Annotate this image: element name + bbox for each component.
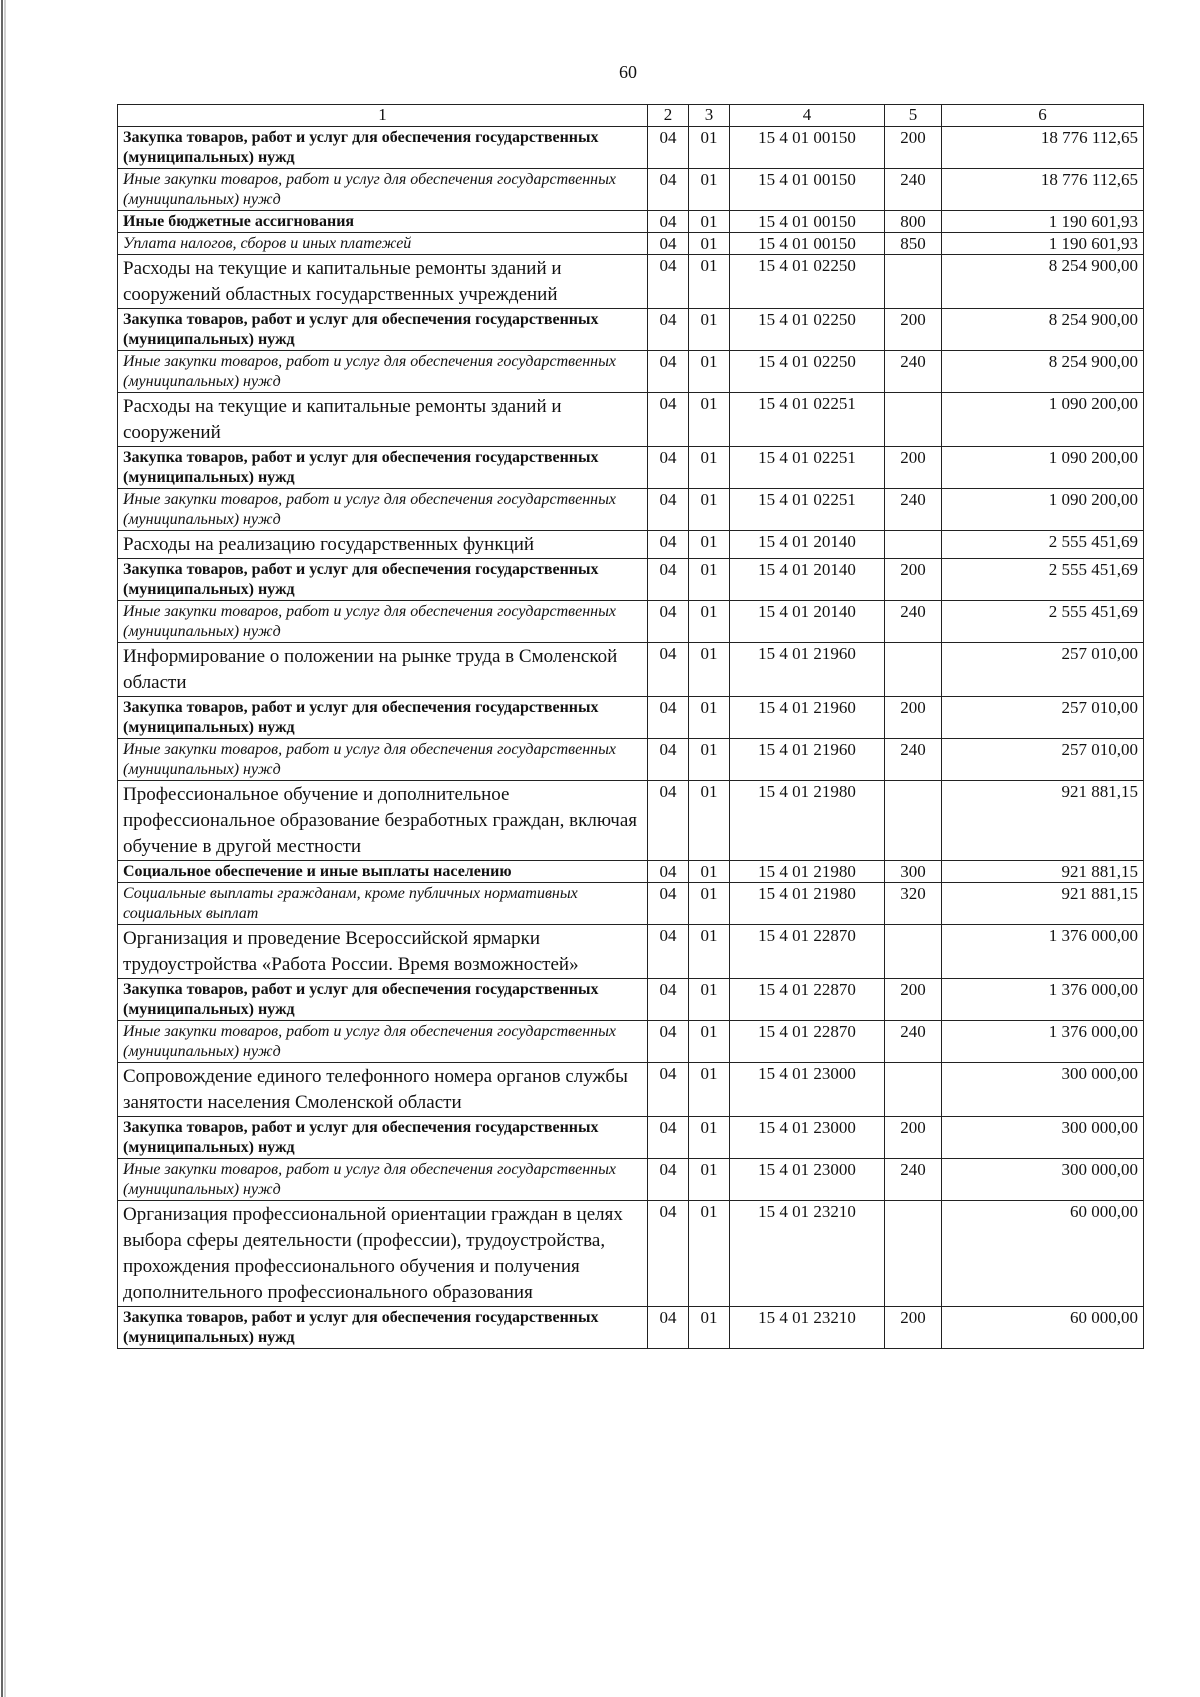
target-article-cell: 15 4 01 21960 — [730, 739, 885, 781]
target-article-cell: 15 4 01 21960 — [730, 643, 885, 697]
subsection-code-cell: 01 — [689, 1307, 730, 1349]
expense-name-cell: Иные бюджетные ассигнования — [118, 211, 648, 233]
table-row — [118, 447, 1144, 489]
expense-type-cell: 850 — [885, 233, 942, 255]
table-row — [118, 1063, 1144, 1117]
subsection-code-cell: 01 — [689, 211, 730, 233]
table-row — [118, 1159, 1144, 1201]
expense-name-cell: Иные закупки товаров, работ и услуг для обеспечения государственных (муниципальных) нужд — [118, 1159, 648, 1201]
target-article-cell: 15 4 01 02251 — [730, 489, 885, 531]
subsection-code-cell: 01 — [689, 1201, 730, 1307]
target-article-cell: 15 4 01 00150 — [730, 169, 885, 211]
subsection-code-cell: 01 — [689, 309, 730, 351]
amount-cell: 2 555 451,69 — [942, 559, 1144, 601]
budget-table — [117, 104, 1144, 1349]
table-row — [118, 697, 1144, 739]
target-article-cell: 15 4 01 21980 — [730, 861, 885, 883]
expense-type-cell: 300 — [885, 861, 942, 883]
expense-type-cell: 240 — [885, 739, 942, 781]
table-row — [118, 925, 1144, 979]
subsection-code-cell: 01 — [689, 531, 730, 559]
amount-cell: 257 010,00 — [942, 739, 1144, 781]
subsection-code-cell: 01 — [689, 169, 730, 211]
expense-name-cell: Сопровождение единого телефонного номера органов службы занятости населения Смоленской области — [118, 1063, 648, 1117]
subsection-code-cell: 01 — [689, 447, 730, 489]
expense-name-cell: Иные закупки товаров, работ и услуг для обеспечения государственных (муниципальных) нужд — [118, 169, 648, 211]
target-article-cell: 15 4 01 21980 — [730, 781, 885, 861]
amount-cell: 8 254 900,00 — [942, 255, 1144, 309]
target-article-cell: 15 4 01 20140 — [730, 601, 885, 643]
expense-name-cell: Иные закупки товаров, работ и услуг для обеспечения государственных (муниципальных) нужд — [118, 351, 648, 393]
table-row — [118, 255, 1144, 309]
section-code-cell: 04 — [648, 393, 689, 447]
table-row — [118, 739, 1144, 781]
target-article-cell: 15 4 01 00150 — [730, 127, 885, 169]
expense-name-cell: Иные закупки товаров, работ и услуг для обеспечения государственных (муниципальных) нужд — [118, 489, 648, 531]
column-header: 4 — [730, 105, 885, 127]
expense-type-cell — [885, 1201, 942, 1307]
amount-cell: 18 776 112,65 — [942, 127, 1144, 169]
expense-name-cell: Информирование о положении на рынке труда в Смоленской области — [118, 643, 648, 697]
amount-cell: 1 376 000,00 — [942, 925, 1144, 979]
amount-cell: 60 000,00 — [942, 1201, 1144, 1307]
amount-cell: 921 881,15 — [942, 781, 1144, 861]
expense-name-cell: Организация и проведение Всероссийской ярмарки трудоустройства «Работа России. Время возможностей» — [118, 925, 648, 979]
section-code-cell: 04 — [648, 781, 689, 861]
expense-type-cell: 200 — [885, 447, 942, 489]
expense-type-cell: 200 — [885, 559, 942, 601]
header-row — [118, 105, 1144, 127]
subsection-code-cell: 01 — [689, 351, 730, 393]
table-row — [118, 127, 1144, 169]
column-header: 1 — [118, 105, 648, 127]
target-article-cell: 15 4 01 02251 — [730, 393, 885, 447]
expense-name-cell: Организация профессиональной ориентации граждан в целях выбора сферы деятельности (профессии), трудоустройства, прохождения профессионального обучения и получения дополнительного профессионального образования — [118, 1201, 648, 1307]
amount-cell: 257 010,00 — [942, 643, 1144, 697]
expense-type-cell — [885, 255, 942, 309]
column-header: 2 — [648, 105, 689, 127]
amount-cell: 1 376 000,00 — [942, 979, 1144, 1021]
expense-type-cell: 320 — [885, 883, 942, 925]
section-code-cell: 04 — [648, 697, 689, 739]
target-article-cell: 15 4 01 23000 — [730, 1117, 885, 1159]
expense-type-cell: 240 — [885, 351, 942, 393]
expense-name-cell: Закупка товаров, работ и услуг для обеспечения государственных (муниципальных) нужд — [118, 127, 648, 169]
expense-type-cell — [885, 393, 942, 447]
section-code-cell: 04 — [648, 925, 689, 979]
subsection-code-cell: 01 — [689, 127, 730, 169]
target-article-cell: 15 4 01 00150 — [730, 211, 885, 233]
section-code-cell: 04 — [648, 1063, 689, 1117]
amount-cell: 1 090 200,00 — [942, 489, 1144, 531]
target-article-cell: 15 4 01 23210 — [730, 1201, 885, 1307]
subsection-code-cell: 01 — [689, 233, 730, 255]
subsection-code-cell: 01 — [689, 1117, 730, 1159]
target-article-cell: 15 4 01 20140 — [730, 531, 885, 559]
subsection-code-cell: 01 — [689, 393, 730, 447]
amount-cell: 257 010,00 — [942, 697, 1144, 739]
table-row — [118, 1021, 1144, 1063]
subsection-code-cell: 01 — [689, 697, 730, 739]
expense-name-cell: Закупка товаров, работ и услуг для обеспечения государственных (муниципальных) нужд — [118, 309, 648, 351]
table-row — [118, 393, 1144, 447]
table-row — [118, 559, 1144, 601]
expense-name-cell: Расходы на текущие и капитальные ремонты зданий и сооружений областных государственных учреждений — [118, 255, 648, 309]
amount-cell: 300 000,00 — [942, 1117, 1144, 1159]
section-code-cell: 04 — [648, 531, 689, 559]
target-article-cell: 15 4 01 20140 — [730, 559, 885, 601]
amount-cell: 2 555 451,69 — [942, 531, 1144, 559]
amount-cell: 921 881,15 — [942, 861, 1144, 883]
table-row — [118, 531, 1144, 559]
expense-name-cell: Социальные выплаты гражданам, кроме публичных нормативных социальных выплат — [118, 883, 648, 925]
table-row — [118, 1307, 1144, 1349]
expense-type-cell: 200 — [885, 979, 942, 1021]
expense-type-cell — [885, 1063, 942, 1117]
subsection-code-cell: 01 — [689, 601, 730, 643]
section-code-cell: 04 — [648, 489, 689, 531]
subsection-code-cell: 01 — [689, 559, 730, 601]
table-row — [118, 883, 1144, 925]
table-row — [118, 643, 1144, 697]
section-code-cell: 04 — [648, 255, 689, 309]
target-article-cell: 15 4 01 02250 — [730, 309, 885, 351]
expense-name-cell: Закупка товаров, работ и услуг для обеспечения государственных (муниципальных) нужд — [118, 559, 648, 601]
expense-name-cell: Расходы на реализацию государственных функций — [118, 531, 648, 559]
amount-cell: 921 881,15 — [942, 883, 1144, 925]
expense-type-cell: 200 — [885, 1117, 942, 1159]
table-row — [118, 211, 1144, 233]
section-code-cell: 04 — [648, 1117, 689, 1159]
section-code-cell: 04 — [648, 309, 689, 351]
section-code-cell: 04 — [648, 233, 689, 255]
amount-cell: 1 090 200,00 — [942, 393, 1144, 447]
expense-type-cell — [885, 531, 942, 559]
subsection-code-cell: 01 — [689, 1063, 730, 1117]
section-code-cell: 04 — [648, 1307, 689, 1349]
expense-type-cell: 240 — [885, 601, 942, 643]
expense-name-cell: Уплата налогов, сборов и иных платежей — [118, 233, 648, 255]
table-row — [118, 489, 1144, 531]
expense-type-cell: 240 — [885, 169, 942, 211]
section-code-cell: 04 — [648, 979, 689, 1021]
target-article-cell: 15 4 01 23000 — [730, 1159, 885, 1201]
expense-type-cell: 240 — [885, 1021, 942, 1063]
amount-cell: 300 000,00 — [942, 1159, 1144, 1201]
target-article-cell: 15 4 01 23210 — [730, 1307, 885, 1349]
subsection-code-cell: 01 — [689, 255, 730, 309]
section-code-cell: 04 — [648, 883, 689, 925]
table-row — [118, 1201, 1144, 1307]
section-code-cell: 04 — [648, 127, 689, 169]
section-code-cell: 04 — [648, 169, 689, 211]
section-code-cell: 04 — [648, 559, 689, 601]
expense-type-cell — [885, 925, 942, 979]
expense-name-cell: Закупка товаров, работ и услуг для обеспечения государственных (муниципальных) нужд — [118, 1117, 648, 1159]
subsection-code-cell: 01 — [689, 1159, 730, 1201]
subsection-code-cell: 01 — [689, 781, 730, 861]
expense-name-cell: Закупка товаров, работ и услуг для обеспечения государственных (муниципальных) нужд — [118, 697, 648, 739]
section-code-cell: 04 — [648, 1021, 689, 1063]
table-row — [118, 861, 1144, 883]
table-row — [118, 781, 1144, 861]
expense-type-cell — [885, 643, 942, 697]
section-code-cell: 04 — [648, 1201, 689, 1307]
subsection-code-cell: 01 — [689, 925, 730, 979]
amount-cell: 60 000,00 — [942, 1307, 1144, 1349]
amount-cell: 2 555 451,69 — [942, 601, 1144, 643]
section-code-cell: 04 — [648, 1159, 689, 1201]
subsection-code-cell: 01 — [689, 739, 730, 781]
amount-cell: 1 190 601,93 — [942, 211, 1144, 233]
expense-type-cell: 240 — [885, 1159, 942, 1201]
subsection-code-cell: 01 — [689, 861, 730, 883]
page-number: 60 — [619, 62, 637, 82]
expense-type-cell: 200 — [885, 309, 942, 351]
amount-cell: 1 190 601,93 — [942, 233, 1144, 255]
expense-name-cell: Закупка товаров, работ и услуг для обеспечения государственных (муниципальных) нужд — [118, 979, 648, 1021]
expense-type-cell: 800 — [885, 211, 942, 233]
section-code-cell: 04 — [648, 351, 689, 393]
expense-name-cell: Иные закупки товаров, работ и услуг для обеспечения государственных (муниципальных) нужд — [118, 739, 648, 781]
column-header: 6 — [942, 105, 1144, 127]
expense-name-cell: Социальное обеспечение и иные выплаты населению — [118, 861, 648, 883]
subsection-code-cell: 01 — [689, 1021, 730, 1063]
section-code-cell: 04 — [648, 643, 689, 697]
target-article-cell: 15 4 01 21980 — [730, 883, 885, 925]
amount-cell: 1 376 000,00 — [942, 1021, 1144, 1063]
target-article-cell: 15 4 01 21960 — [730, 697, 885, 739]
subsection-code-cell: 01 — [689, 643, 730, 697]
expense-name-cell: Расходы на текущие и капитальные ремонты зданий и сооружений — [118, 393, 648, 447]
section-code-cell: 04 — [648, 739, 689, 781]
expense-name-cell: Иные закупки товаров, работ и услуг для обеспечения государственных (муниципальных) нужд — [118, 601, 648, 643]
expense-type-cell: 200 — [885, 127, 942, 169]
column-header: 3 — [689, 105, 730, 127]
column-header: 5 — [885, 105, 942, 127]
table-row — [118, 351, 1144, 393]
expense-name-cell: Закупка товаров, работ и услуг для обеспечения государственных (муниципальных) нужд — [118, 1307, 648, 1349]
target-article-cell: 15 4 01 02250 — [730, 255, 885, 309]
table-row — [118, 309, 1144, 351]
expense-type-cell: 200 — [885, 1307, 942, 1349]
target-article-cell: 15 4 01 23000 — [730, 1063, 885, 1117]
amount-cell: 300 000,00 — [942, 1063, 1144, 1117]
section-code-cell: 04 — [648, 861, 689, 883]
table-row — [118, 1117, 1144, 1159]
expense-name-cell: Иные закупки товаров, работ и услуг для обеспечения государственных (муниципальных) нужд — [118, 1021, 648, 1063]
target-article-cell: 15 4 01 22870 — [730, 979, 885, 1021]
target-article-cell: 15 4 01 00150 — [730, 233, 885, 255]
target-article-cell: 15 4 01 02251 — [730, 447, 885, 489]
target-article-cell: 15 4 01 22870 — [730, 925, 885, 979]
expense-type-cell: 240 — [885, 489, 942, 531]
table-row — [118, 979, 1144, 1021]
amount-cell: 18 776 112,65 — [942, 169, 1144, 211]
table-row — [118, 169, 1144, 211]
expense-type-cell: 200 — [885, 697, 942, 739]
section-code-cell: 04 — [648, 447, 689, 489]
section-code-cell: 04 — [648, 601, 689, 643]
table-row — [118, 601, 1144, 643]
section-code-cell: 04 — [648, 211, 689, 233]
amount-cell: 8 254 900,00 — [942, 351, 1144, 393]
amount-cell: 1 090 200,00 — [942, 447, 1144, 489]
target-article-cell: 15 4 01 22870 — [730, 1021, 885, 1063]
subsection-code-cell: 01 — [689, 489, 730, 531]
expense-name-cell: Профессиональное обучение и дополнительное профессиональное образование безработных граждан, включая обучение в другой местности — [118, 781, 648, 861]
subsection-code-cell: 01 — [689, 883, 730, 925]
table-row — [118, 233, 1144, 255]
target-article-cell: 15 4 01 02250 — [730, 351, 885, 393]
expense-name-cell: Закупка товаров, работ и услуг для обеспечения государственных (муниципальных) нужд — [118, 447, 648, 489]
amount-cell: 8 254 900,00 — [942, 309, 1144, 351]
subsection-code-cell: 01 — [689, 979, 730, 1021]
expense-type-cell — [885, 781, 942, 861]
